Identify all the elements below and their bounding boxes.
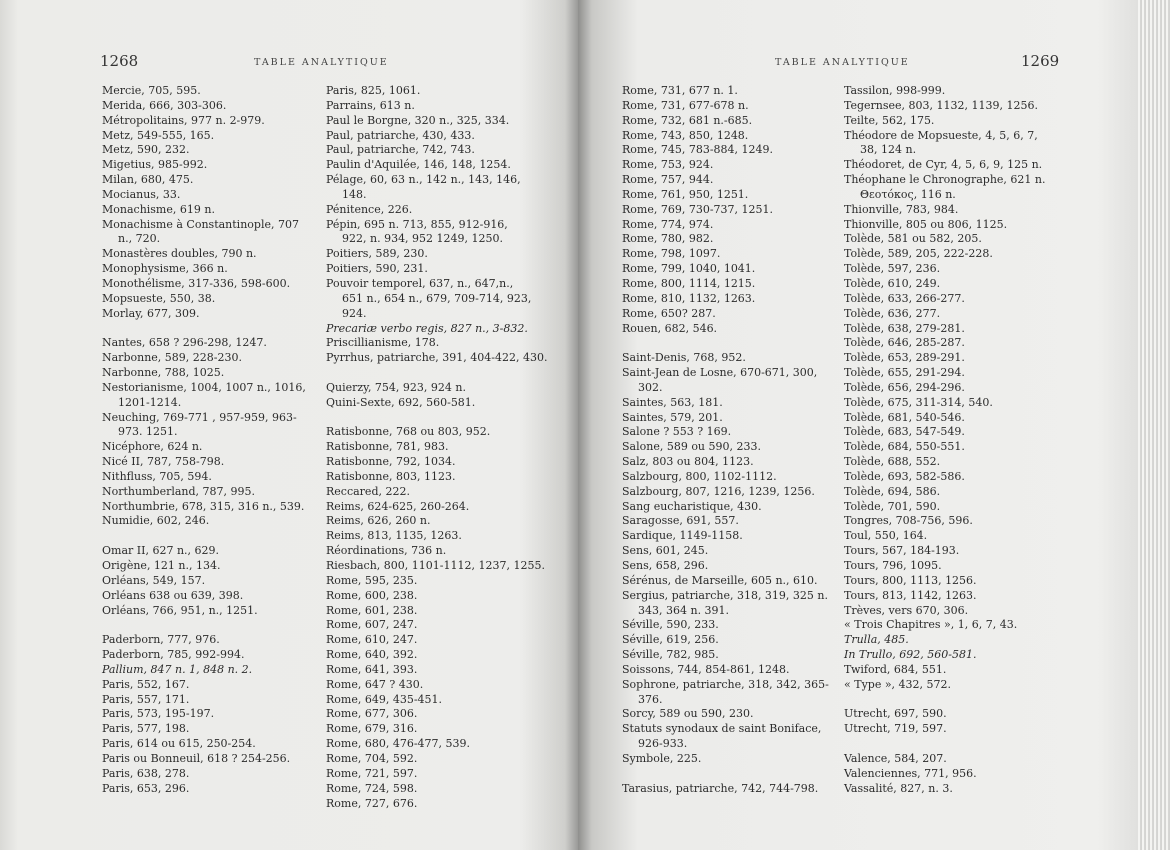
index-entry: Rome, 650? 287. xyxy=(622,306,716,320)
index-entry: Rome, 732, 681 n.-685. xyxy=(622,113,753,127)
page-edges xyxy=(1138,0,1170,850)
left-page xyxy=(0,0,578,850)
index-entry: Sens, 658, 296. xyxy=(622,559,709,572)
index-entry: Morlay, 677, 309. xyxy=(102,306,200,320)
index-entry: Tolède, 675, 311-314, 540. xyxy=(844,395,993,409)
index-entry: Metz, 590, 232. xyxy=(102,143,190,157)
index-entry: Tours, 813, 1142, 1263. xyxy=(844,588,977,602)
index-entry: Nicé II, 787, 758-798. xyxy=(102,455,225,469)
index-entry: Mopsueste, 550, 38. xyxy=(102,291,216,305)
index-entry: Théodore de Mopsueste, 4, 5, 6, 7, 38, 124 n. xyxy=(844,128,1038,157)
index-entry: Paris, 577, 198. xyxy=(102,722,190,736)
index-entry: Symbole, 225. xyxy=(622,751,702,765)
index-entry: Monachisme à Constantinople, 707 n., 720. xyxy=(102,217,299,246)
index-entry: Tolède, 633, 266-277. xyxy=(844,291,965,305)
index-entry: Paris, 653, 296. xyxy=(102,781,190,795)
index-entry: Nithfluss, 705, 594. xyxy=(102,469,212,483)
index-entry: Salone ? 553 ? 169. xyxy=(622,425,732,439)
index-entry: Quierzy, 754, 923, 924 n. xyxy=(326,380,466,394)
index-entry: Paderborn, 777, 976. xyxy=(102,633,220,647)
index-entry: Réordinations, 736 n. xyxy=(326,544,447,558)
index-entry: Mocianus, 33. xyxy=(102,187,181,201)
index-entry: Teilte, 562, 175. xyxy=(844,113,935,127)
index-entry: Northumberland, 787, 995. xyxy=(102,484,256,498)
index-entry: Tours, 800, 1113, 1256. xyxy=(844,573,977,587)
index-entry: Omar II, 627 n., 629. xyxy=(102,544,220,558)
index-entry: Valence, 584, 207. xyxy=(844,751,947,765)
index-entry: Tolède, 701, 590. xyxy=(844,499,941,513)
index-entry: Priscillianisme, 178. xyxy=(326,336,440,350)
index-entry: Pyrrhus, patriarche, 391, 404-422, 430. xyxy=(326,351,548,365)
index-entry: Numidie, 602, 246. xyxy=(102,514,210,528)
index-entry: Paris, 638, 278. xyxy=(102,766,190,780)
index-entry: Rome, 610, 247. xyxy=(326,633,418,647)
index-entry: Sergius, patriarche, 318, 319, 325 n. 343, 364 n. 391. xyxy=(622,588,828,617)
index-entry: Rome, 641, 393. xyxy=(326,662,418,676)
index-entry: In Trullo, 692, 560-581. xyxy=(844,648,977,662)
index-entry: Metz, 549-555, 165. xyxy=(102,128,215,142)
index-entry: Tegernsee, 803, 1132, 1139, 1256. xyxy=(844,98,1038,112)
index-entry: Statuts synodaux de saint Boniface, 926-933. xyxy=(622,722,822,751)
index-entry: Thionville, 805 ou 806, 1125. xyxy=(844,217,1008,231)
index-entry: Neuching, 769-771 , 957-959, 963-973. 1251. xyxy=(102,410,297,439)
index-entry: Tolède, 683, 547-549. xyxy=(844,425,965,439)
index-entry: Reims, 813, 1135, 1263. xyxy=(326,529,462,543)
index-entry: Rome, 727, 676. xyxy=(326,796,418,810)
index-entry: Tolède, 693, 582-586. xyxy=(844,469,965,483)
index-entry: Toul, 550, 164. xyxy=(844,529,928,543)
index-entry: Tongres, 708-756, 596. xyxy=(844,514,973,528)
index-entry: Narbonne, 589, 228-230. xyxy=(102,351,242,365)
index-entry: Rome, 757, 944. xyxy=(622,173,714,187)
index-entry: Tolède, 610, 249. xyxy=(844,276,941,290)
index-entry: Pélage, 60, 63 n., 142 n., 143, 146, 148. xyxy=(326,173,521,201)
index-entry: Sardique, 1149-1158. xyxy=(622,529,743,543)
index-entry: Rome, 649, 435-451. xyxy=(326,692,443,706)
index-entry: Milan, 680, 475. xyxy=(102,173,194,187)
index-entry: Rome, 601, 238. xyxy=(326,603,418,617)
index-entry: Origène, 121 n., 134. xyxy=(102,559,221,572)
index-entry: Quini-Sexte, 692, 560-581. xyxy=(326,395,476,409)
index-entry: Migetius, 985-992. xyxy=(102,158,208,172)
index-entry: Monophysisme, 366 n. xyxy=(102,262,228,276)
index-entry: Nestorianisme, 1004, 1007 n., 1016, 1201-1214. xyxy=(102,380,306,409)
index-entry: Ratisbonne, 781, 983. xyxy=(326,440,449,454)
index-entry: Rouen, 682, 546. xyxy=(622,321,718,335)
index-entry: Rome, 798, 1097. xyxy=(622,247,721,261)
index-entry: Rome, 743, 850, 1248. xyxy=(622,128,749,142)
index-entry: Soissons, 744, 854-861, 1248. xyxy=(622,662,790,676)
index-entry: Saragosse, 691, 557. xyxy=(622,514,739,528)
index-entry: Pépin, 695 n. 713, 855, 912-916, 922, n. 934, 952 1249, 1250. xyxy=(326,217,508,246)
index-entry: Salone, 589 ou 590, 233. xyxy=(622,440,761,454)
index-entry: Pouvoir temporel, 637, n., 647,n., 651 n., 654 n., 679, 709-714, 923, 924. xyxy=(326,276,532,320)
index-entry: Orléans, 549, 157. xyxy=(102,573,206,587)
index-entry: Séville, 782, 985. xyxy=(622,648,719,662)
index-entry: Paris, 825, 1061. xyxy=(326,84,421,97)
index-column-1 xyxy=(102,84,312,797)
index-entry: Mercie, 705, 595. xyxy=(102,84,201,97)
index-entry: Parrains, 613 n. xyxy=(326,98,415,112)
index-entry: Séville, 590, 233. xyxy=(622,618,719,632)
index-entry: Sorcy, 589 ou 590, 230. xyxy=(622,707,754,721)
page-number: 1268 xyxy=(100,52,139,70)
index-column-1 xyxy=(622,84,830,797)
index-entry: Thionville, 783, 984. xyxy=(844,202,959,216)
index-entry: Tolède, 684, 550-551. xyxy=(844,440,965,454)
index-entry: Rome, 761, 950, 1251. xyxy=(622,187,749,201)
index-entry: Tarasius, patriarche, 742, 744-798. xyxy=(622,781,819,795)
index-entry: Narbonne, 788, 1025. xyxy=(102,366,225,380)
index-entry: « Type », 432, 572. xyxy=(844,677,952,691)
index-entry: Tours, 567, 184-193. xyxy=(844,544,960,558)
index-entry: Ratisbonne, 803, 1123. xyxy=(326,469,456,483)
index-entry: Tours, 796, 1095. xyxy=(844,559,942,572)
index-entry: Twiford, 684, 551. xyxy=(844,662,947,676)
index-entry: Paul, patriarche, 742, 743. xyxy=(326,143,475,157)
index-entry: Salzbourg, 800, 1102-1112. xyxy=(622,469,777,483)
index-entry: Tolède, 656, 294-296. xyxy=(844,380,965,394)
index-entry: Salzbourg, 807, 1216, 1239, 1256. xyxy=(622,484,815,498)
index-entry: « Trois Chapitres », 1, 6, 7, 43. xyxy=(844,618,1018,632)
index-entry: Tolède, 655, 291-294. xyxy=(844,366,965,380)
index-entry: Tolède, 636, 277. xyxy=(844,306,941,320)
index-entry: Saintes, 579, 201. xyxy=(622,410,723,424)
index-column-2 xyxy=(844,84,1054,797)
index-entry: Poitiers, 589, 230. xyxy=(326,247,428,261)
index-entry: Tolède, 653, 289-291. xyxy=(844,351,965,365)
index-entry: Valenciennes, 771, 956. xyxy=(844,766,977,780)
index-entry: Paderborn, 785, 992-994. xyxy=(102,648,245,662)
index-entry: Nicéphore, 624 n. xyxy=(102,440,203,454)
index-entry: Trulla, 485. xyxy=(844,633,909,647)
index-entry: Rome, 731, 677-678 n. xyxy=(622,98,749,112)
index-entry: Reims, 624-625, 260-264. xyxy=(326,499,470,513)
index-entry: Rome, 595, 235. xyxy=(326,573,418,587)
index-entry: Rome, 607, 247. xyxy=(326,618,418,632)
index-entry: Rome, 810, 1132, 1263. xyxy=(622,291,756,305)
index-entry: Sang eucharistique, 430. xyxy=(622,499,762,513)
index-entry: Rome, 640, 392. xyxy=(326,648,418,662)
index-entry: Pallium, 847 n. 1, 848 n. 2. xyxy=(102,662,253,676)
index-entry: Saint-Denis, 768, 952. xyxy=(622,351,746,365)
index-entry: Paris, 573, 195-197. xyxy=(102,707,215,721)
index-entry: Reccared, 222. xyxy=(326,484,410,498)
index-entry: Rome, 680, 476-477, 539. xyxy=(326,737,471,751)
index-entry: Rome, 753, 924. xyxy=(622,158,714,172)
index-entry: Nantes, 658 ? 296-298, 1247. xyxy=(102,336,267,350)
index-column-2 xyxy=(326,84,548,811)
index-entry: Rome, 799, 1040, 1041. xyxy=(622,262,756,276)
running-head: TABLE ANALYTIQUE xyxy=(254,57,389,68)
index-entry: Tolède, 581 ou 582, 205. xyxy=(844,232,982,246)
index-entry: Monachisme, 619 n. xyxy=(102,202,215,216)
index-entry: Sérénus, de Marseille, 605 n., 610. xyxy=(622,573,818,587)
index-entry: Paul, patriarche, 430, 433. xyxy=(326,128,475,142)
index-entry: Orléans, 766, 951, n., 1251. xyxy=(102,603,258,617)
index-entry: Paris, 614 ou 615, 250-254. xyxy=(102,737,256,751)
index-entry: Rome, 721, 597. xyxy=(326,766,418,780)
index-entry: Rome, 745, 783-884, 1249. xyxy=(622,143,774,157)
index-entry: Théodoret, de Cyr, 4, 5, 6, 9, 125 n. xyxy=(844,158,1043,172)
index-entry: Paul le Borgne, 320 n., 325, 334. xyxy=(326,113,510,127)
index-entry: Rome, 774, 974. xyxy=(622,217,714,231)
index-entry: Rome, 679, 316. xyxy=(326,722,418,736)
index-entry: Rome, 677, 306. xyxy=(326,707,418,721)
index-entry: Tolède, 638, 279-281. xyxy=(844,321,965,335)
index-entry: Merida, 666, 303-306. xyxy=(102,98,227,112)
index-entry: Saint-Jean de Losne, 670-671, 300, 302. xyxy=(622,366,818,394)
index-entry: Saintes, 563, 181. xyxy=(622,395,723,409)
index-entry: Tassilon, 998-999. xyxy=(844,84,946,97)
index-entry: Tolède, 646, 285-287. xyxy=(844,336,965,350)
index-entry: Ratisbonne, 792, 1034. xyxy=(326,455,456,469)
index-entry: Utrecht, 697, 590. xyxy=(844,707,947,721)
index-entry: Paris, 552, 167. xyxy=(102,677,190,691)
index-entry: Vassalité, 827, n. 3. xyxy=(844,781,953,795)
index-entry: Rome, 769, 730-737, 1251. xyxy=(622,202,774,216)
running-head: TABLE ANALYTIQUE xyxy=(775,57,910,68)
index-entry: Paulin d'Aquilée, 146, 148, 1254. xyxy=(326,158,511,172)
index-entry: Monastères doubles, 790 n. xyxy=(102,247,257,261)
index-entry: Rome, 704, 592. xyxy=(326,751,418,765)
index-entry: Tolède, 589, 205, 222-228. xyxy=(844,247,993,261)
index-entry: Tolède, 681, 540-546. xyxy=(844,410,965,424)
index-entry: Monothélisme, 317-336, 598-600. xyxy=(102,276,291,290)
index-entry: Rome, 780, 982. xyxy=(622,232,714,246)
index-entry: Séville, 619, 256. xyxy=(622,633,719,647)
index-entry: Salz, 803 ou 804, 1123. xyxy=(622,455,754,469)
index-entry: Trèves, vers 670, 306. xyxy=(844,603,969,617)
index-entry: Tolède, 688, 552. xyxy=(844,455,941,469)
index-entry: Riesbach, 800, 1101-1112, 1237, 1255. xyxy=(326,559,545,572)
index-entry: Precariæ verbo regis, 827 n., 3-832. xyxy=(326,321,528,335)
index-entry: Rome, 647 ? 430. xyxy=(326,677,424,691)
index-entry: Utrecht, 719, 597. xyxy=(844,722,947,736)
page-number: 1269 xyxy=(1021,52,1060,70)
index-entry: Paris ou Bonneuil, 618 ? 254-256. xyxy=(102,751,291,765)
index-entry: Sens, 601, 245. xyxy=(622,544,709,558)
index-entry: Sophrone, patriarche, 318, 342, 365-376. xyxy=(622,677,829,706)
index-entry: Orléans 638 ou 639, 398. xyxy=(102,588,244,602)
index-entry: Paris, 557, 171. xyxy=(102,692,190,706)
right-page xyxy=(578,0,1138,850)
index-entry: Northumbrie, 678, 315, 316 n., 539. xyxy=(102,499,305,513)
index-entry: Pénitence, 226. xyxy=(326,202,413,216)
index-entry: Métropolitains, 977 n. 2-979. xyxy=(102,113,265,127)
index-entry: Rome, 731, 677 n. 1. xyxy=(622,84,738,97)
index-entry: Ratisbonne, 768 ou 803, 952. xyxy=(326,425,491,439)
index-entry: Poitiers, 590, 231. xyxy=(326,262,428,276)
index-entry: Tolède, 694, 586. xyxy=(844,484,941,498)
index-entry: Théophane le Chronographe, 621 n. Θεοτόκος, 116 n. xyxy=(844,173,1046,201)
index-entry: Rome, 600, 238. xyxy=(326,588,418,602)
index-entry: Rome, 724, 598. xyxy=(326,781,418,795)
index-entry: Rome, 800, 1114, 1215. xyxy=(622,276,756,290)
index-entry: Reims, 626, 260 n. xyxy=(326,514,431,528)
index-entry: Tolède, 597, 236. xyxy=(844,262,941,276)
